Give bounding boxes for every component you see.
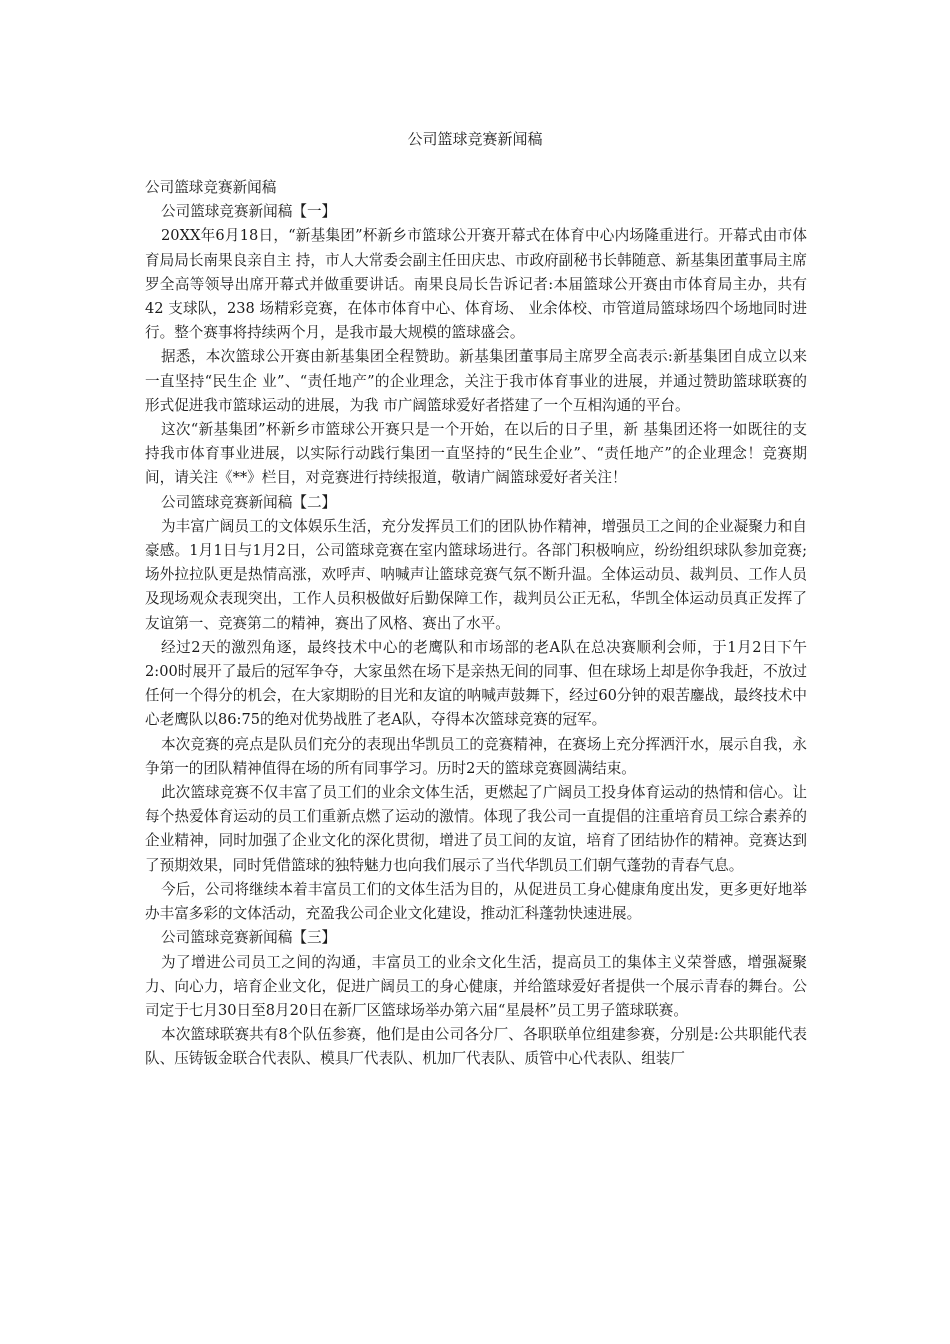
section-heading: 公司篮球竞赛新闻稿【一】	[161, 203, 337, 221]
paragraph: 这次“新基集团”杯新乡市篮球公开赛只是一个开始，在以后的日子里，新 基集团还将一如既往的支持我市体育事业进展，以实际行动践行集团一直坚持的“民生企业”、“责任地产”的企业理念！竞赛期间，请关注《**》栏目，对竞赛进行持续报道，敬请广阔篮球爱好者关注！	[145, 421, 807, 487]
paragraph: 为丰富广阔员工的文体娱乐生活，充分发挥员工们的团队协作精神，增强员工之间的企业凝聚力和自豪感。1月1日与1月2日，公司篮球竞赛在室内篮球场进行。各部门积极响应，纷纷组织球队参加竞赛;场外拉拉队更是热情高涨，欢呼声、呐喊声让篮球竞赛气氛不断升温。全体运动员、裁判员、工作人员及现场观众表现突出，工作人员积极做好后勤保障工作，裁判员公正无私，华凯全体运动员真正发挥了友谊第一、竞赛第二的精神，赛出了风格、赛出了水平。	[145, 517, 807, 632]
paragraph: 据悉，本次篮球公开赛由新基集团全程赞助。新基集团董事局主席罗全高表示:新基集团自成立以来一直坚持“民生企 业”、“责任地产”的企业理念，关注于我市体育事业的进展，并通过赞助篮球联赛的形式促进我市篮球运动的进展，为我 市广阔篮球爱好者搭建了一个互相沟通的平台。	[145, 348, 807, 414]
paragraph: 20XX年6月18日，“新基集团”杯新乡市篮球公开赛开幕式在体育中心内场隆重进行。开幕式由市体育局局长南果良亲自主 持，市人大常委会副主任田庆忠、市政府副秘书长韩随意、新基集团董事局主席罗全高等领导出席开幕式并做重要讲话。南果良局长告诉记者:本届篮球公开赛由市体育局主办，共有 42 支球队，238 场精彩竞赛，在体市体育中心、体育场、 业余体校、市管道局篮球场四个场地同时进行。整个赛事将持续两个月，是我市最大规模的篮球盛会。	[145, 227, 807, 342]
page-title: 公司篮球竞赛新闻稿	[407, 130, 543, 148]
paragraph: 公司篮球竞赛新闻稿	[145, 179, 277, 196]
paragraph: 经过2天的激烈角逐，最终技术中心的老鹰队和市场部的老A队在总决赛顺利会师，于1月2日下午2:00时展开了最后的冠军争夺，大家虽然在场下是亲热无间的同事、但在球场上却是你争我赶，不放过任何一个得分的机会，在大家期盼的目光和友谊的呐喊声鼓舞下，经过60分钟的艰苦鏖战，最终技术中心老鹰队以86:75的绝对优势战胜了老A队，夺得本次篮球竞赛的冠军。	[145, 638, 807, 729]
section-heading: 公司篮球竞赛新闻稿【三】	[161, 929, 337, 947]
document-body	[145, 176, 807, 1072]
paragraph: 本次竞赛的亮点是队员们充分的表现出华凯员工的竞赛精神，在赛场上充分挥洒汗水，展示自我，永争第一的团队精神值得在场的所有同事学习。历时2天的篮球竞赛圆满结束。	[145, 735, 807, 777]
paragraph: 本次篮球联赛共有8个队伍参赛，他们是由公司各分厂、各职联单位组建参赛，分别是:公共职能代表队、压铸钣金联合代表队、模具厂代表队、机加厂代表队、质管中心代表队、组装厂	[145, 1026, 807, 1068]
paragraph: 为了增进公司员工之间的沟通，丰富员工的业余文化生活，提高员工的集体主义荣誉感，增强凝聚力、向心力，培育企业文化，促进广阔员工的身心健康，并给篮球爱好者提供一个展示青春的舞台。公司定于七月30日至8月20日在新厂区篮球场举办第六届“星晨杯”员工男子篮球联赛。	[145, 953, 807, 1019]
section-heading: 公司篮球竞赛新闻稿【二】	[161, 493, 337, 511]
paragraph: 此次篮球竞赛不仅丰富了员工们的业余文体生活，更燃起了广阔员工投身体育运动的热情和信心。让每个热爱体育运动的员工们重新点燃了运动的激情。体现了我公司一直提倡的注重培育员工综合素养的企业精神，同时加强了企业文化的深化贯彻，增进了员工间的友谊，培育了团结协作的精神。竞赛达到了预期效果，同时凭借篮球的独特魅力也向我们展示了当代华凯员工们朝气蓬勃的青春气息。	[145, 784, 807, 874]
paragraph: 今后，公司将继续本着丰富员工们的文体生活为目的，从促进员工身心健康角度出发，更多更好地举办丰富多彩的文体活动，充盈我公司企业文化建设，推动汇科蓬勃快速进展。	[145, 880, 807, 923]
